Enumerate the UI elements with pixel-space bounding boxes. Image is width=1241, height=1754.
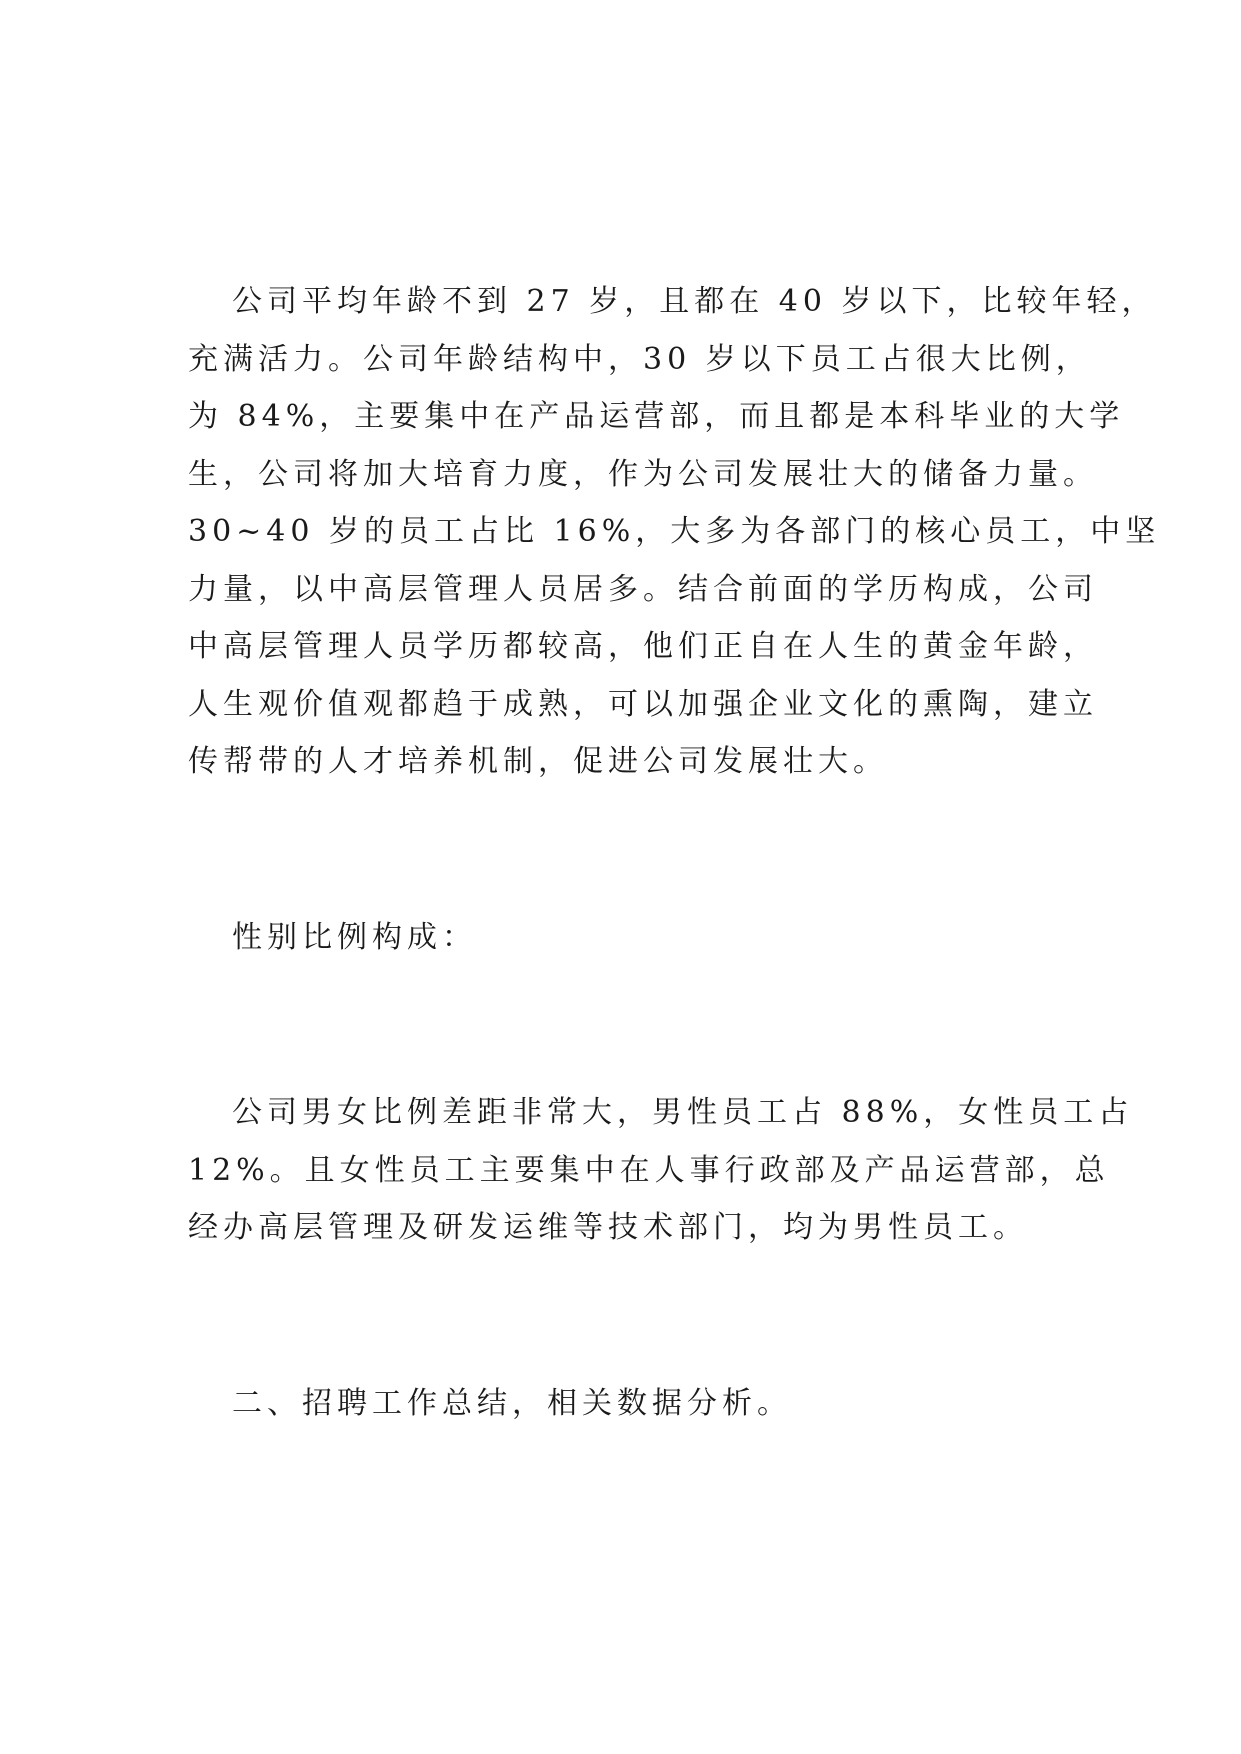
paragraph-line: 生，公司将加大培育力度，作为公司发展壮大的储备力量。 — [188, 457, 1098, 492]
paragraph-line: 12%。且女性员工主要集中在人事行政部及产品运营部，总 — [188, 1153, 1110, 1188]
paragraph-line: 力量，以中高层管理人员居多。结合前面的学历构成，公司 — [188, 572, 1098, 607]
paragraph-line: 公司平均年龄不到 27 岁，且都在 40 岁以下，比较年轻， — [232, 284, 1157, 319]
heading-section-2: 二、招聘工作总结，相关数据分析。 — [232, 1386, 792, 1421]
paragraph-line: 为 84%，主要集中在产品运营部，而且都是本科毕业的大学 — [188, 399, 1125, 434]
heading-gender-ratio: 性别比例构成： — [232, 920, 477, 955]
paragraph-line: 中高层管理人员学历都较高，他们正自在人生的黄金年龄， — [188, 629, 1098, 664]
paragraph-line: 30~40 岁的员工占比 16%，大多为各部门的核心员工，中坚 — [188, 514, 1161, 549]
paragraph-line: 充满活力。公司年龄结构中，30 岁以下员工占很大比例， — [188, 342, 1091, 377]
paragraph-line: 经办高层管理及研发运维等技术部门，均为男性员工。 — [188, 1210, 1028, 1245]
paragraph-line: 传帮带的人才培养机制，促进公司发展壮大。 — [188, 744, 888, 779]
paragraph-line: 人生观价值观都趋于成熟，可以加强企业文化的熏陶，建立 — [188, 687, 1098, 722]
paragraph-line: 公司男女比例差距非常大，男性员工占 88%，女性员工占 — [232, 1095, 1134, 1130]
